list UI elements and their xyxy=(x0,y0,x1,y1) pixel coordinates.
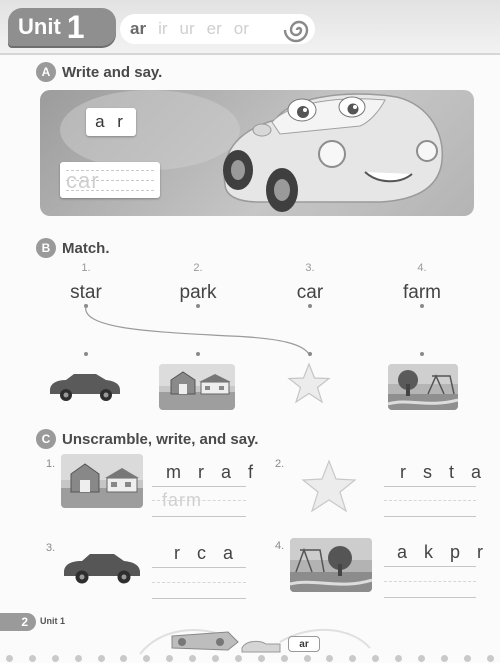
unit-word: Unit xyxy=(18,14,61,39)
car-picture-c3 xyxy=(60,548,142,584)
scrambled-word-2: r s t a xyxy=(400,462,488,482)
page-number-tab: 2 xyxy=(0,613,36,631)
unscramble-number-4: 4. xyxy=(275,540,285,552)
answer-line-2-top xyxy=(384,486,476,487)
bead xyxy=(326,655,333,662)
section-c-title: Unscramble, write, and say. xyxy=(62,430,259,448)
match-number-1: 1. xyxy=(81,262,91,274)
match-dot-bottom-2[interactable] xyxy=(196,352,200,356)
bead xyxy=(212,655,219,662)
park-picture xyxy=(388,364,458,410)
star-picture xyxy=(286,362,332,406)
bead xyxy=(235,655,242,662)
answer-line-3-top xyxy=(152,567,246,568)
match-number-3: 3. xyxy=(305,262,315,274)
match-word-park: park xyxy=(179,282,217,303)
phonics-er: er xyxy=(206,19,222,38)
bead xyxy=(441,655,448,662)
ar-letter-card: a r xyxy=(86,108,136,136)
bead xyxy=(395,655,402,662)
match-word-farm: farm xyxy=(403,282,441,303)
bead xyxy=(29,655,36,662)
phonics-ir: ir xyxy=(158,19,168,38)
answer-line-4-bottom xyxy=(384,597,476,598)
match-number-2: 2. xyxy=(193,262,203,274)
answer-line-3-bottom xyxy=(152,598,246,599)
answer-line-3-mid xyxy=(152,582,246,583)
unscramble-number-3: 3. xyxy=(46,542,56,554)
section-a-title: Write and say. xyxy=(62,63,163,81)
bead xyxy=(281,655,288,662)
scrambled-word-4: a k p r xyxy=(397,542,490,562)
bead xyxy=(418,655,425,662)
footer-bead-row xyxy=(0,655,500,663)
car-picture xyxy=(46,368,122,402)
answer-line-2-bottom xyxy=(384,516,476,517)
match-dot-bottom-1[interactable] xyxy=(84,352,88,356)
star-picture-c2 xyxy=(300,458,358,516)
bead xyxy=(349,655,356,662)
unscramble-number-1: 1. xyxy=(46,458,56,470)
section-b-title: Match. xyxy=(62,239,110,257)
unscramble-number-2: 2. xyxy=(275,458,285,470)
footer-unit-label: Unit 1 xyxy=(40,616,66,626)
bead xyxy=(143,655,150,662)
footer-ar-chip: ar xyxy=(288,636,320,652)
unit-number: 1 xyxy=(66,8,85,45)
match-dot-bottom-3[interactable] xyxy=(308,352,312,356)
bead xyxy=(6,655,13,662)
section-c-badge: C xyxy=(36,429,56,449)
scrambled-word-3: r c a xyxy=(174,543,240,563)
trace-word: car xyxy=(66,168,100,193)
bead xyxy=(258,655,265,662)
answer-line-4-mid xyxy=(384,581,476,582)
farm-picture xyxy=(159,364,235,410)
answer-line-1-bottom xyxy=(152,516,246,517)
trace-answer-1: farm xyxy=(162,490,202,510)
bead xyxy=(98,655,105,662)
section-b-badge: B xyxy=(36,238,56,258)
answer-line-4-top xyxy=(384,566,476,567)
footer-decoration xyxy=(120,618,380,658)
section-c-heading xyxy=(36,429,258,449)
bead xyxy=(464,655,471,662)
bead xyxy=(52,655,59,662)
match-word-car: car xyxy=(296,282,324,303)
scrambled-word-1: m r a f xyxy=(166,462,260,482)
bead xyxy=(120,655,127,662)
phonics-or: or xyxy=(233,19,249,38)
phonics-ar: ar xyxy=(130,19,147,38)
answer-line-1-top xyxy=(152,486,246,487)
bead xyxy=(189,655,196,662)
match-word-star: star xyxy=(70,282,102,303)
bead xyxy=(75,655,82,662)
bead xyxy=(487,655,494,662)
section-a-badge: A xyxy=(36,62,56,82)
farm-picture-c1 xyxy=(61,454,143,508)
match-number-4: 4. xyxy=(417,262,427,274)
bead xyxy=(166,655,173,662)
match-dot-bottom-4[interactable] xyxy=(420,352,424,356)
bead xyxy=(304,655,311,662)
answer-line-2-mid xyxy=(384,500,476,501)
bead xyxy=(372,655,379,662)
phonics-ur: ur xyxy=(179,19,195,38)
park-picture-c4 xyxy=(290,538,372,592)
